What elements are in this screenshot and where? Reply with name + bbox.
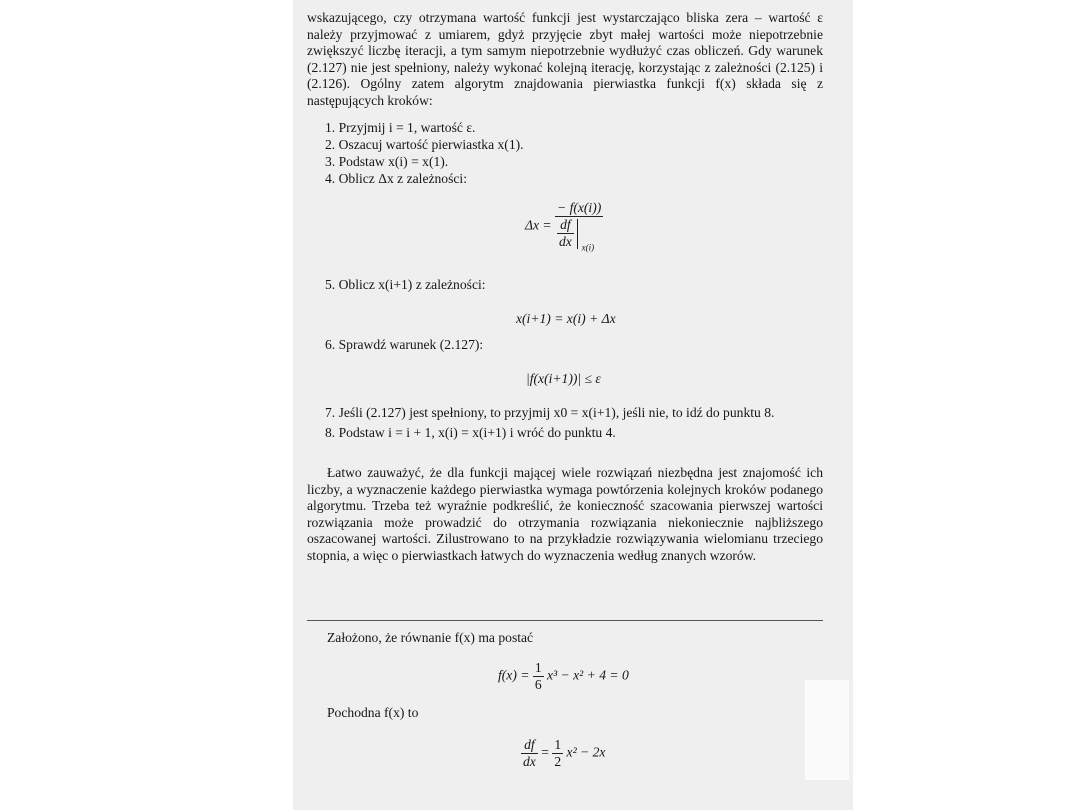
eq1-lhs: f(x) =: [498, 667, 530, 683]
eq2-equals: =: [541, 744, 549, 760]
step-5: 5. Oblicz x(i+1) z zależności:: [325, 277, 486, 292]
eq-dx-numerator: − f(x(i)): [557, 200, 602, 215]
example-line-2: Pochodna f(x) to: [327, 705, 419, 720]
step-2: 2. Oszacuj wartość pierwiastka x(1).: [325, 137, 524, 152]
eq2-fden: 2: [554, 754, 562, 769]
eq2-lhs-fraction: [521, 737, 538, 770]
step-8: 8. Podstaw i = i + 1, x(i) = x(i+1) i wróć do punktu 4.: [325, 425, 616, 440]
equation-derivative: [521, 737, 605, 770]
equation-condition: |f(x(i+1))| ≤ ε: [526, 371, 601, 386]
eq1-fraction: [533, 660, 544, 693]
eq-dx-den-top: df: [557, 217, 574, 234]
eq-dx-den-sub: x(i): [581, 242, 595, 253]
example-line-1: Założono, że równanie f(x) ma postać: [327, 630, 534, 645]
intro-text: wskazującego, czy otrzymana wartość funkcji jest wystarczająco bliska zera – wartość ε należy przyjmować z umiarem, gdyż przyjęcie zbyt małej wartości może niepotrzebnie zwiększyć liczbę iteracji, a tym samym niepotrzebnie wydłużyć czas obliczeń. Gdy warunek (2.127) nie jest spełniony, należy wykonać kolejną iterację, korzystając z zależności (2.125) i (2.126). Ogólny zatem algorytm znajdowania pierwiastka funkcji f(x) składa się z następujących kroków:: [307, 10, 823, 108]
eq2-rhs: x² − 2x: [566, 744, 606, 760]
section-divider: [307, 620, 823, 621]
eq1-num: 1: [534, 660, 542, 675]
equation-delta-x: [525, 200, 603, 253]
eq1-rhs: x³ − x² + 4 = 0: [547, 667, 629, 683]
step-6: 6. Sprawdź warunek (2.127):: [325, 337, 484, 352]
eq-dx-den-bottom: dx: [559, 234, 572, 249]
equation-next-x: x(i+1) = x(i) + Δx: [516, 311, 616, 326]
step-1: 1. Przyjmij i = 1, wartość ε.: [325, 120, 476, 135]
equation-f-of-x: [498, 660, 629, 693]
eq2-den: dx: [523, 754, 536, 769]
document-page: [293, 0, 853, 810]
eq-dx-lhs: Δx =: [525, 217, 552, 233]
intro-paragraph: [307, 10, 823, 110]
eq1-den: 6: [534, 677, 542, 692]
eq-dx-fraction: [555, 200, 603, 253]
step-4: 4. Oblicz Δx z zależności:: [325, 171, 467, 186]
discussion-text: Łatwo zauważyć, że dla funkcji mającej wiele rozwiązań niezbędna jest znajomość ich liczby, a wyznaczenie każdego pierwiastka wymaga powtórzenia kolejnych kroków podanego algorytmu. Trzeba też wyraźnie podkreślić, że konieczność szacowania pierwszej wartości rozwiązania może prowadzić do otrzymania rozwiązania niekoniecznie najbliższego oszacowanej wartości. Zilustrowano to na przykładzie rozwiązywania wielomianu trzeciego stopnia, a więc o pierwiastkach łatwych do wyznaczenia według znanych wzorów.: [307, 465, 823, 563]
step-7: 7. Jeśli (2.127) jest spełniony, to przyjmij x0 = x(i+1), jeśli nie, to idź do punktu 8.: [325, 405, 775, 420]
eq2-num: df: [521, 737, 538, 754]
scan-artifact: [805, 680, 849, 780]
eq2-fnum: 1: [554, 737, 562, 752]
discussion-paragraph: [307, 465, 823, 565]
step-3: 3. Podstaw x(i) = x(1).: [325, 154, 449, 169]
eq2-fraction: [552, 737, 563, 770]
